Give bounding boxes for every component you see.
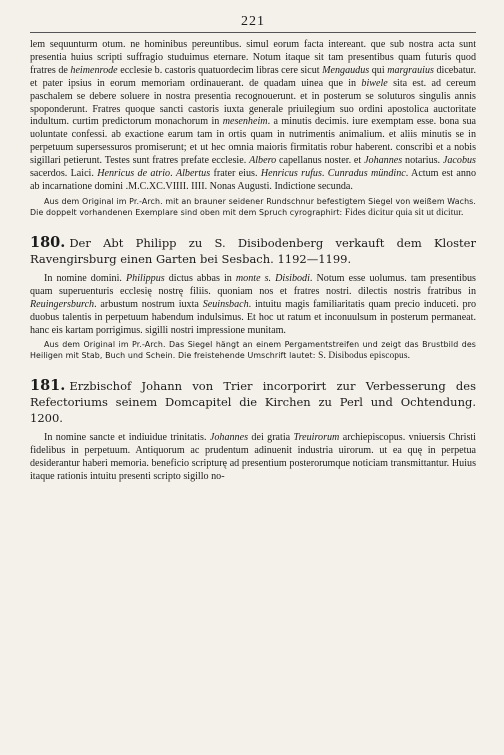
page-number: 221 <box>241 14 265 29</box>
document-heading-180 <box>30 235 476 267</box>
document-title: Erzbischof Johann von Trier incorporirt zur Verbesserung des Refectoriums seinem Domcapitel die Kirchen zu Perl und Ochtendung. 1200. <box>30 379 476 426</box>
name-run: Mengaudus <box>322 64 370 76</box>
text-run: sita est. ad cereum paschalem se debere soluere in nostra presentia recognouerunt. et in posterum se soluturos singulis annis spoponderunt. Fratres quoque sancti castoris iuxta generale priuilegium suo ordini apostolica auctoritate indultum. curtim predictorum monachorum in <box>30 77 477 128</box>
text-run: . arbustum nostrum iuxta <box>94 298 203 310</box>
note-text: Aus dem Original im Pr.-Arch. Das Siegel hängt an einem Pergamentstreifen und zeigt das Brustbild des Heiligen mit Stab, Buch und Schein. Die freistehende Umschrift lautet: <box>30 340 476 361</box>
text-run: . Actum est anno ab incarnatione domini .M.C.XC.VIIII. IIII. Nonas Augusti. Indictione secunda. <box>30 168 477 192</box>
text-run: ecclesie b. castoris quatuordecim libras cere sicut <box>117 64 323 76</box>
name-run: Seuinsbach <box>202 298 249 310</box>
name-run: margrauius <box>387 64 434 76</box>
document-number: 181. <box>30 377 66 395</box>
text-run: dicebatur. et pater ipsius in eorum memoriam ordinauerant. de quadam uinea que in <box>30 64 476 89</box>
text-run: sacerdos. Laici. <box>30 168 98 180</box>
text-run: In nomine domini. <box>44 272 126 284</box>
name-run: monte s. Disibodi <box>235 272 310 284</box>
source-note <box>30 339 476 362</box>
text-run: In nomine sancte et indiuidue trinitatis. <box>44 432 210 444</box>
text-run: . Notum esse uolumus. tam presentibus quam superuenturis ecclesię nostrę filiis. quoniam nos et fratres nostri. dilectis nostris fratribus in <box>30 272 476 297</box>
text-run: archiepiscopus. vniuersis Christi fidelibus in perpetuum. Antiquorum ac prudentum adinuenit industria uirorum. ut ea quę in perpetua desiderantur haberi memoria. beneficio scripturę ad presentium posterorumque noticiam transmittantur. Huius itaque rationis intuitu presenti scripto sigillo no- <box>30 432 476 483</box>
document-title: Der Abt Philipp zu S. Disibodenberg verkauft dem Kloster Ravengirsburg einen Garten bei Sesbach. 1192—1199. <box>30 235 476 266</box>
note-latin: S. Disibodus episcopus. <box>318 351 411 362</box>
charter-paragraph <box>30 39 476 194</box>
text-run: capellanus noster. et <box>276 155 365 167</box>
text-run: qui <box>369 64 388 76</box>
document-number: 180. <box>30 233 66 251</box>
name-run: heimenrode <box>70 64 118 76</box>
name-run: Cunradus mündinc <box>327 168 406 180</box>
text-run: . a minutis decimis. iure exemptam esse. bona sua uoluntate confessi. ab exactione earum tam in ortis quam in nutrimentis animalium. et aliis minutis se in perpetuum supersessuros promiserunt; et ut hec omnia maioris firmitatis robur haberent. conscribi et a nobis sigillari petierunt. Testes sunt fratres prefate ecclesie. <box>30 116 477 167</box>
charter-paragraph <box>30 273 476 338</box>
charter-paragraph <box>30 432 476 484</box>
note-text: Aus dem Original im Pr.-Arch. mit an brauner seidener Rundschnur befestigtem Siegel von weißem Wachs. Die doppelt vorhandenen Exemplare sind oben mit dem Spruch cyrographirt: <box>30 196 476 217</box>
header-rule <box>30 32 476 33</box>
text-run: lem sequunturm otum. ne hominibus pereuntibus. simul eorum facta intereant. que sub nostra acta sunt presentia huius scripti suffragio studuimus eternare. Notum itaque sit tam presentibus quam futuris quod fratres de <box>30 39 476 76</box>
name-run: Henricus rufus <box>260 168 322 180</box>
name-run: Reuingersburch <box>30 298 95 310</box>
document-heading-181 <box>30 378 476 426</box>
source-note <box>30 196 476 219</box>
charter-181 <box>30 432 476 484</box>
name-run: Treuirorum <box>293 432 340 444</box>
name-run: Albertus <box>175 168 211 180</box>
name-run: Jacobus <box>442 155 476 167</box>
name-run: Philippus <box>126 272 165 284</box>
name-run: Johannes <box>209 432 249 444</box>
text-run: notarius. <box>402 155 443 167</box>
text-run: . intuitu magis familiaritatis quam precio induceti. pro duobus talentis in perpetuum habendum indulsimus. Et hoc ut ratum et inconuulsum in posterum permaneat. hanc eis kartam porrigimus. sigilli nostri impressione munitam. <box>30 298 476 336</box>
name-run: Johannes <box>364 155 403 167</box>
name-run: mesenheim <box>222 116 268 128</box>
charter-180 <box>30 273 476 338</box>
text-run: dei gratia <box>248 432 294 444</box>
text-run: . <box>321 168 328 180</box>
text-run: frater eius. <box>210 168 261 180</box>
note-latin: Fides dicitur quia sit ut dicitur. <box>344 207 464 218</box>
charter-continuation <box>30 39 476 194</box>
text-run: dictus abbas in <box>164 272 236 284</box>
text-run: . <box>170 168 176 180</box>
name-run: Henricus de atrio <box>97 168 171 180</box>
name-run: biwele <box>361 77 388 89</box>
name-run: Albero <box>249 155 277 167</box>
